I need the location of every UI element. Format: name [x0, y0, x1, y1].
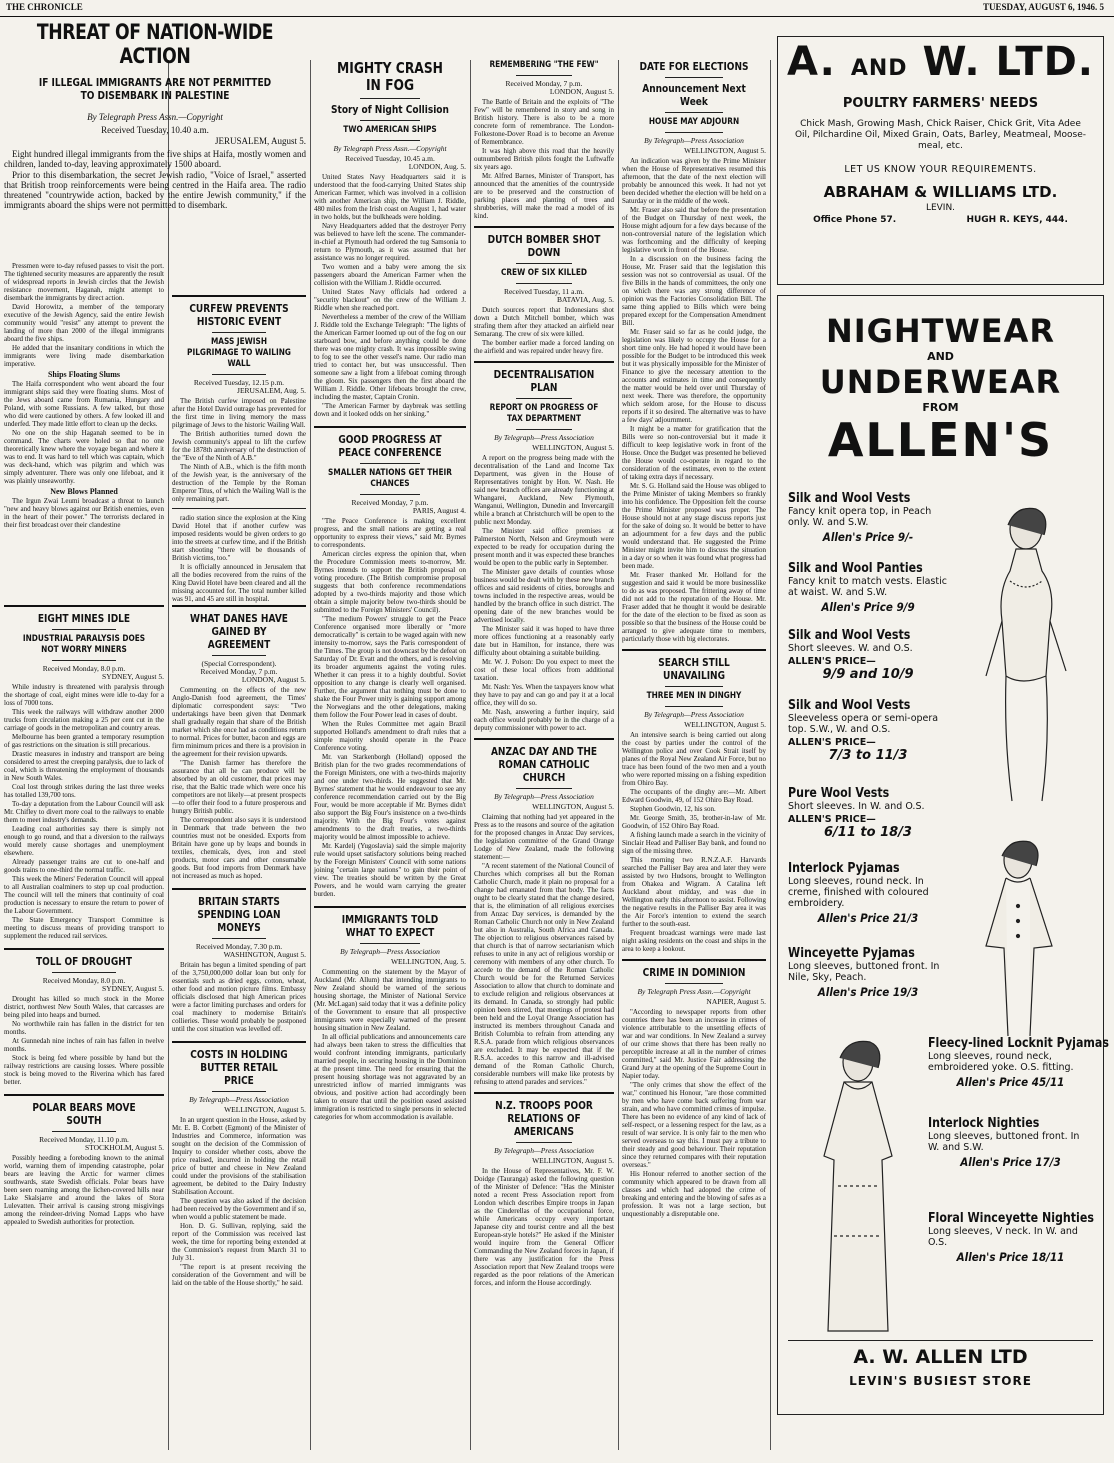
paragraph: The occupants of the dinghy are:—Mr. Albert Edward Goodwin, 49, of 152 Ohiro Bay Road.: [622, 788, 766, 804]
byline: (Special Correspondent).: [201, 659, 277, 668]
item-name: Floral Winceyette Nighties: [928, 1211, 1094, 1226]
ad-item: [788, 698, 948, 763]
headline: SEARCH STILL UNAVAILING: [658, 656, 730, 682]
paragraph: "The only crimes that show the effect of the war," continued his Honour, "are those committed by men who have come back suffering from war strain, and who have committed crimes of impulse. There has been no evidence of any kind of lack of self-respect, or a lessening respect for the law, as a result of war service. It is only fair to the men who served overseas to say this. I must pay a tribute to their steady and good behaviour. Their reputation since they returned compares with their reputation overseas.": [622, 1081, 766, 1169]
woman-in-underwear-illustration: [946, 501, 1096, 811]
paragraph: Eight hundred illegal immigrants from the five ships at Haifa, mostly women and children, landed to-day, leaving approximately 1500 aboard.: [4, 149, 306, 169]
item-name: Winceyette Pyjamas: [788, 946, 915, 961]
item-name: Silk and Wool Panties: [788, 561, 923, 576]
paragraph: "The medium Powers' struggle to get the Peace Conference organised more liberally or "more democratically" is certain to be waged again with new intensity to-morrow, says the Paris correspondent of the Times. The group is not downcast by the defeat on Saturday of Dr. Evatt and the others, and is resolving its broader arguments against the voting rules. Whether it can press it to a highly doubtful. Soviet opposition to any change is clearly well organised. Further, the argument that nothing must be done to shake the Four Power unity is gaining support among the Norwegians and the other delegations, making them follow the Four Power lead in cases of doubt.: [314, 615, 466, 719]
headline: N.Z. TROOPS POOR RELATIONS OF AMERICANS: [495, 1099, 593, 1138]
paragraph: "A recent statement of the National Council of Churches which comprises all but the Roman Catholic Church, made it plain no proposal for a change had emanated from that body. The facts ought to be clearly stated that the change desired, that is, the elimination of all religious exercises from Anzac Day services, is demanded by the Roman Catholic Church not only in New Zealand but also in Australia, South Africa and Canada. The objection to religious observances raised by that church is that of narrow sectarianism which refuses to unite in any act of religious worship or ceremony with members of any other church. To accede to the demand of the Roman Catholic Church would be for the Returned Services Association to allow that church to dominate and to exclude religion and religious observances at its demand. In Canada, so strongly had public opinion been stirred, that meetings of protest had been held and the Loyal Orange Association has instructed its members throughout Canada and British Columbia to refrain from attending any R.S.A. parade from which religious observances are excluded. It may be expected that if the R.S.A. accedes to this narrow and ill-advised demand of the Roman Catholic Church, considerable numbers will make like protests by refusing to attend parades and services.": [474, 862, 614, 1086]
item-price: Allen's Price 9/-: [822, 530, 914, 544]
ad-item: [928, 1211, 1093, 1264]
paragraph: The State Emergency Transport Committee is meeting to discuss means of providing transport to supplement the reduced rail services.: [4, 916, 164, 940]
dateline: WELLINGTON, August 5.: [532, 1156, 614, 1165]
ad-requirements: LET US KNOW YOUR REQUIREMENTS.: [844, 164, 1037, 175]
byline: By Telegraph—Press Association: [189, 1095, 289, 1104]
allens-ad: [777, 295, 1109, 1415]
paragraph: No worthwhile rain has fallen in the district for ten months.: [4, 1020, 164, 1036]
column-4: [474, 60, 614, 1450]
byline: By Telegraph Press Assn.—Copyright: [333, 144, 447, 153]
ad-title-from: FROM: [922, 401, 959, 414]
item-price: Allen's Price 18/11: [956, 1250, 1065, 1264]
headline: DATE FOR ELECTIONS: [639, 60, 749, 73]
subhead: TWO AMERICAN SHIPS: [343, 125, 437, 135]
dateline: SYDNEY, August 5.: [102, 984, 164, 993]
dateline: LONDON, August 5.: [241, 675, 306, 684]
subhead: CREW OF SIX KILLED: [500, 268, 588, 278]
item-name: Interlock Nighties: [928, 1116, 1040, 1131]
ad-title: [778, 39, 1103, 92]
dateline: WELLINGTON, August 5.: [684, 146, 766, 155]
column-rule: [470, 60, 471, 1450]
column-rule: [618, 60, 619, 1450]
received-time: Received Tuesday, 10.45 a.m.: [345, 154, 435, 163]
paragraph: Stock is being fed where possible by hand but the railway restrictions are causing losses. Where possible stock is being moved to the Riverina which has fared better.: [4, 1054, 164, 1086]
paragraph: Mr. Nash, answering a further inquiry, said each office would probably be in the charge of a deputy commissioner with power to act.: [474, 708, 614, 732]
price-range: 7/3 to 11/3: [828, 748, 908, 763]
headline: ANZAC DAY AND THE ROMAN CATHOLIC CHURCH: [490, 745, 598, 784]
paragraph: "The Danish farmer has therefore the assurance that all he can produce will be absorbed by an old customer, that prices may rise, that the Baltic trade which were once his competitors are not likely—at present prospects—to offer their food to a future prosperous and hungry British public.: [172, 759, 306, 815]
section-subhead: Ships Floating Slums: [47, 370, 121, 379]
item-name: Fleecy-lined Locknit Pyjamas: [928, 1036, 1109, 1051]
paragraph: David Horowitz, a member of the temporary executive of the Jewish Agency, said the entire Jewish community would "resist" any attempt to prevent the landing of more than 2000 of the illegal immigrants aboard the five ships.: [4, 303, 164, 343]
paragraph: It was high above this road that the heavily outnumbered British pilots fought the Luftwaffe six years ago.: [474, 147, 614, 171]
headline: DUTCH BOMBER SHOT DOWN: [487, 233, 601, 259]
subhead: Announcement Next Week: [642, 82, 746, 108]
paragraph: The British curfew imposed on Palestine after the Hotel David outrage has prevented for the first time in living memory the mass pilgrimage of Jews to the historic Wailing Wall.: [172, 397, 306, 429]
received-time: Received Monday, 7 p.m.: [200, 667, 278, 676]
paragraph: Mr. Fraser said so far as he could judge, the legislation was likely to occupy the House for a short time only. He had hoped it would have been possible for the Budget to be introduced this week but it was physically impossible for the Minister of Finance to give the necessary attention to the accounts and estimates in time and consequently the matter would be held over until Thursday of next week. There was therefore, the opportunity which seldom arose, for the House to discuss reports if it so desired. The alternative was to have a few days' adjournment.: [622, 328, 766, 424]
item-desc: Fancy knit opera top, in Peach only. W. and S.W.: [788, 506, 932, 528]
column-rule: [770, 60, 771, 1450]
paragraph: Coal lost through strikes during the last three weeks has totalled 139,700 tons.: [4, 783, 164, 799]
headline: POLAR BEARS MOVE SOUTH: [32, 1101, 136, 1127]
section-subhead: New Blows Planned: [50, 487, 118, 496]
ad-title-a: A.: [786, 39, 836, 85]
office-phone: Office Phone 57.: [813, 215, 897, 225]
headline: IMMIGRANTS TOLD WHAT TO EXPECT: [341, 913, 439, 939]
headline: COSTS IN HOLDING BUTTER RETAIL PRICE: [190, 1048, 288, 1087]
headline: TOLL OF DROUGHT: [36, 955, 132, 968]
paragraph: Commenting on the effects of the new Anglo-Danish food agreement, the Times' diplomatic correspondent says: "Two undertakings have been given that Denmark shall gradually regain that share of the British market which she once had as conditions return to normal. Prices for butter, bacon and eggs are firm minimum prices and there is a provision in the agreement for their revision upwards.: [172, 686, 306, 758]
item-name: Pure Wool Vests: [788, 786, 890, 801]
paragraph: The correspondent also says it is understood in Denmark that trade between the two countries must not be onesided. Exports from Britain have gone up by leaps and bounds in textiles, chemicals, dyes, iron and steel products, motor cars and other consumable goods. But food imports from Denmark have not increased as much as hoped.: [172, 816, 306, 880]
item-name: Interlock Pyjamas: [788, 861, 900, 876]
paragraph: An indication was given by the Prime Minister when the House of Representatives resumed this afternoon, that the date of the next election will probably be announced this week. It had not yet been decided whether the election will be held on a Saturday or in the middle of the week.: [622, 157, 766, 205]
paragraph: "The Peace Conference is making excellent progress, and the small nations are getting a real opportunity to express their views," said Mr. Byrnes to correspondents.: [314, 517, 466, 549]
headline: BRITAIN STARTS SPENDING LOAN MONEYS: [197, 895, 281, 934]
item-desc: Long sleeves, buttoned front. In Nile, Sky, Peach.: [788, 961, 940, 983]
paragraph: Mr. Fraser thanked Mr. Holland for the suggestion and said it would be more businesslike to do as was proposed. The frittering away of time did not add to the reputation of the House. Mr. Fraser added that he thought it would be desirable for the date of the election to be fixed as soon as possible so that the business of the House could be arranged to give adequate time to members, particularly those with big electorates.: [622, 571, 766, 643]
paragraph: Drought has killed so much stock in the Moree district, northwest New South Wales, that carcasses are being piled into heaps and burned.: [4, 995, 164, 1019]
lead-subhead: IF ILLEGAL IMMIGRANTS ARE NOT PERMITTED TO DISEMBARK IN PALESTINE: [38, 76, 272, 102]
paragraph: Commenting on the statement by the Mayor of Auckland (Mr. Allum) that intending immigrants to New Zealand should be warned of the serious housing shortage, the Minister of National Service (Mr. McLagan) said today that it was a definite policy of the Government to ensure that all prospective immigrants were especially warned of the present housing situation in New Zealand.: [314, 968, 466, 1032]
dateline: LONDON, August 5.: [549, 87, 614, 96]
ad-item: [928, 1116, 1093, 1169]
paragraph: Mr. George Smith, 35, brother-in-law of Mr. Goodwin, of 152 Ohiro Bay Road.: [622, 814, 766, 830]
item-desc: Short sleeves. In W. and O.S.: [788, 801, 925, 812]
byline: By Telegraph—Press Association: [340, 947, 440, 956]
paragraph: The bomber earlier made a forced landing on the airfield and was repaired under heavy fire.: [474, 339, 614, 355]
headline: CURFEW PREVENTS HISTORIC EVENT: [189, 302, 289, 328]
paragraph: A report on the progress being made with the decentralisation of the Land and Income Tax Department, was given in the House of Representatives tonight by Hon. W. Nash. He said new branch offices are already functioning at Whangarei, Auckland, New Plymouth, Wanganui, Wellington, Dunedin and Invercargill while a branch at Christchurch will be open to the public next Monday.: [474, 454, 614, 526]
paragraph: "According to newspaper reports from other countries there has been an increase in crimes of violence attributable to the unsettling effects of war and war conditions. In New Zealand a survey of our crime shows that there has been really no perceptible increase at all in the number of crimes committed," said Mr. Justice Fair addressing the Grand Jury at the opening of the Supreme Court in Napier today.: [622, 1008, 766, 1080]
paragraph: While industry is threatened with paralysis through the shortage of coal, eight mines were idle to-day for a loss of 7000 tons.: [4, 683, 164, 707]
paragraph: Hon. D. G. Sullivan, replying, said the report of the Commission was received last week, the time for reporting being extended at the Commission's request from March 31 to July 31.: [172, 1222, 306, 1262]
price-range: 9/9 and 10/9: [822, 667, 914, 682]
paragraph: Mr. Kardelj (Yugoslavia) said the simple majority rule would upset satisfactory solutions being reached by the Foreign Ministers' Council with some nations joining "certain large nations" to gain their point of view. The treaties should be written by the Great Powers, and he would warn carrying the greater burden.: [314, 842, 466, 898]
byline: By Telegraph—Press Association: [494, 792, 594, 801]
headline: EIGHT MINES IDLE: [37, 612, 131, 625]
price-range: 6/11 to 18/3: [824, 825, 912, 840]
ad-phones: [778, 215, 1103, 225]
item-desc: Long sleeves, round neck. In creme, finished with coloured embroidery.: [788, 876, 929, 909]
item-price: Allen's Price 21/3: [817, 911, 919, 925]
dateline: WELLINGTON, Aug. 5.: [390, 957, 466, 966]
subhead: THREE MEN IN DINGHY: [646, 691, 742, 701]
subhead: HOUSE MAY ADJOURN: [648, 117, 740, 127]
headline: REMEMBERING "THE FEW": [489, 60, 599, 70]
item-desc: Fancy knit to match vests. Elastic at waist. W. and S.W.: [788, 576, 947, 598]
received-time: Received Tuesday, 10.40 a.m.: [101, 125, 209, 135]
received-time: Received Tuesday, 11 a.m.: [503, 287, 585, 296]
paragraph: To-day a deputation from the Labour Council will ask Mr. Chifley to divert more coal to the railways to enable them to meet industry's demands.: [4, 800, 164, 824]
lead-continuation: [4, 262, 164, 592]
received-time: Received Tuesday, 12.15 p.m.: [193, 378, 285, 387]
item-name: Silk and Wool Vests: [788, 698, 911, 713]
manager-phone: HUGH R. KEYS, 444.: [966, 215, 1068, 225]
paragraph: Britain has begun a limited spending of part of the 3,750,000,000 dollar loan but only for essentials such as dried eggs, cotton, wheat, other food and motion picture films. Embassy officials disclosed that high American prices were a factor limiting purchases and orders for coal machinery to modernise Britain's collieries. These would probably be postponed until the cost situation was levelled off.: [172, 961, 306, 1033]
abraham-williams-ad: [777, 36, 1104, 285]
ad-item: [788, 786, 948, 840]
paragraph: His Honour referred to another section of the community which appeared to be drawn from all classes and which had adopted the crime of breaking and entering and the blowing of safes as a profession. It was not a large section, but unquestionably a disreputable one.: [622, 1170, 766, 1218]
ad-title-allens: ALLEN'S: [827, 413, 1054, 467]
item-price: Allen's Price 19/3: [817, 985, 919, 999]
paragraph: Already passenger trains are cut to one-half and goods trains to one-third the normal traffic.: [4, 858, 164, 874]
paragraph: Mr. W. J. Polson: Do you expect to meet the cost of these local offices from additional taxation.: [474, 658, 614, 682]
paragraph: Melbourne has been granted a temporary resumption of gas restrictions on the situation is still precarious.: [4, 733, 164, 749]
paragraph: "The American Farmer by daybreak was settling down and it looked odds on her sinking.": [314, 402, 466, 418]
paragraph: Pressmen were to-day refused passes to visit the port. The tightened security measures are apparently the result of widespread reports in Jewish circles that the Jewish resistance movement, Haganah, might attempt to disembark the immigrants by direct action.: [4, 262, 164, 302]
subhead: REPORT ON PROGRESS OF TAX DEPARTMENT: [489, 403, 599, 424]
paragraph: Nevertheless a member of the crew of the William J. Riddle told the Exchange Telegraph: "The lights of the American Farmer loomed up out of the fog on our starboard bow, and before anything could be done there was one mighty crash. It was impossible swing to fog to see the other vessel's name. Our radio man tried to contact her, but was unsuccessful. Then someone saw a light from a lifeboat coming through the gloom. Six passengers then the first aboard the William J. Riddle. Other lifeboats brought the crew, including the master, Captain Cronin.: [314, 313, 466, 401]
byline: By Telegraph—Press Association: [644, 136, 744, 145]
paragraph: "The report is at present receiving the consideration of the Government and will be laid on the table of the House shortly," he said.: [172, 1263, 306, 1287]
paragraph: radio station since the explosion at the King David Hotel that if another curfew was imposed residents would be given orders to go into the streets at curfew time, and if the British start shooting "there will be thousands of British victims, too.": [172, 514, 306, 562]
dateline: WELLINGTON, August 5.: [224, 1105, 306, 1114]
paragraph: Mr. Nash: Yes. When the taxpayers know what they have to pay and can go and pay it at a local office, they will do so.: [474, 683, 614, 707]
paragraph: The Ninth of A.B., which is the fifth month of the Jewish year, is the anniversary of the destruction of the Temple by the Roman Emperor Titus, of which the Wailing Wall is the only remaining part.: [172, 463, 306, 503]
paragraph: Two women and a baby were among the six passengers aboard the American Farmer when the collision with the William J. Riddle occurred.: [314, 263, 466, 287]
byline: By Telegraph Press Assn.—Copyright: [637, 987, 751, 996]
received-time: Received Monday, 11.10 p.m.: [39, 1135, 129, 1144]
paragraph: Navy Headquarters added that the destroyer Perry was believed to have left the scene. The commander-in-chief at Plymouth had ordered the tug Samsonia to return to Plymouth, as it was assumed that her assistance was no longer required.: [314, 222, 466, 262]
paragraph: Mr. Fraser also said that before the presentation of the Budget on Thursday of next week, the House might adjourn for a few days because of the non-controversial nature of the legislation which was forthcoming and the difficulty of keeping legislative work in front of the House.: [622, 206, 766, 254]
subhead: SMALLER NATIONS GET THEIR CHANCES: [328, 468, 452, 489]
paragraph: Drastic measures in industry and transport are being considered to arrest the creeping paralysis, due to lack of coal, which is threatening the employment of thousands in New South Wales.: [4, 750, 164, 782]
paragraph: American circles express the opinion that, when the Procedure Commission meets to-morrow, Mr. Byrnes intends to support the British proposal on voting procedure. (The British compromise proposal suggests that both conference recommendations adopted by a two-thirds majority and those which obtain a simple majority below two-thirds should be submitted to the Foreign Ministers' Council).: [314, 550, 466, 614]
store-tagline: LEVIN'S BUSIEST STORE: [849, 1374, 1032, 1388]
received-time: Received Monday, 7 p.m.: [351, 498, 429, 507]
item-price: Allen's Price 45/11: [956, 1075, 1065, 1089]
headline: CRIME IN DOMINION: [642, 966, 746, 979]
paragraph: Frequent broadcast warnings were made last night asking residents on the coast and ships in the area to keep a lookout.: [622, 929, 766, 953]
paragraph: This morning two R.N.Z.A.F. Harvards searched the Palliser Bay area and later they were assisted by two Hudsons, brought to Wellington from Ohakea and Wigram. A Catalina left Auckland about midday, and was due in Wellington early this afternoon to assist. Following the negative results in the Palliser Bay area it was the Air Force's intention to extend the search further to the south-east.: [622, 856, 766, 928]
ad-needs: POULTRY FARMERS' NEEDS: [842, 96, 1039, 111]
ad-item: [788, 628, 948, 682]
ad-title-and: AND: [927, 350, 954, 363]
subhead: INDUSTRIAL PARALYSIS DOES NOT WORRY MINERS: [22, 634, 146, 655]
ad-item: [788, 561, 948, 614]
paragraph: In all official publications and announcements care had always been taken to stress the difficulties that would confront intending immigrants, particularly married people, in securing housing in the Dominion at the present time. The need for ensuring that the present housing shortage was not aggravated by an unrestricted inflow of married immigrants was obvious, and positive action had accordingly been taken to ensure that until the position eased assisted immigration is restricted to single persons in selected categories for whom accommodation is available.: [314, 1033, 466, 1121]
received-time: Received Monday, 7.30 p.m.: [195, 942, 283, 951]
paragraph: Mr. Alfred Barnes, Minister of Transport, has announced that the amenities of the countryside are to be preserved and the construction of parking places and planting of trees and shrubberies, will make the road a model of its kind.: [474, 172, 614, 220]
item-desc: Short sleeves. W. and O.S.: [788, 643, 913, 654]
paragraph: United States Navy Headquarters said it is understood that the food-carrying United States ship American Farmer, which was involved in a collision with another American ship, the William J. Riddle, 480 miles from the Irish coast on August 1, had water in two holds, but the bulkheads were holding.: [314, 173, 466, 221]
footer-rule: [788, 1340, 1093, 1341]
item-desc: Sleeveless opera or semi-opera top. S.W., W. and O.S.: [788, 713, 939, 735]
dateline: WELLINGTON, August 5.: [532, 443, 614, 452]
received-time: Received Monday, 7 p.m.: [505, 79, 583, 88]
paragraph: He added that the insanitary conditions in which the immigrants were living made disembarkation imperative.: [4, 344, 164, 368]
column-3: [314, 60, 466, 1450]
dateline: WASHINGTON, August 5.: [223, 950, 306, 959]
paper-name: THE CHRONICLE: [6, 2, 83, 12]
dateline: WELLINGTON, August 5.: [684, 720, 766, 729]
paragraph: Prior to this disembarkation, the secret Jewish radio, "Voice of Israel," asserted that British troop reinforcements were being centred in the Haifa area. The radio threatened "countrywide action, backed by the entire Jewish community," if the immigrants aboard the ships were not permitted to disembark.: [4, 170, 306, 210]
paragraph: The Minister gave details of counties whose business would be dealt with by these new branch offices and said residents of cities, boroughs and towns included in the respective areas, would be handled by the branch office in such district. The opening date of the new branches would be advertised locally.: [474, 568, 614, 624]
dateline: LONDON, Aug. 5.: [408, 162, 466, 171]
lead-article: [4, 20, 306, 300]
subhead: Story of Night Collision: [331, 103, 449, 116]
paragraph: Possibly heeding a foreboding known to the animal world, warning them of impending catastrophe, polar bears are leaving the Arctic for warmer climes southwards, state Swedish officials. Polar bears have been seen roaming among the lichen-covered hills near Lake Skalsjarre and around the lakes of Stora Lulevatten. Their arrival is causing strong misgivings among the reindeer-driving Nomad Lapps who have appealed to Swedish authorities for protection.: [4, 1154, 164, 1226]
ad-title-nightwear: NIGHTWEAR: [825, 312, 1056, 350]
paragraph: Leading coal authorities say there is simply not enough to go round, and that a diversion to the railways would merely cause shortages and unemployment elsewhere.: [4, 825, 164, 857]
ad-title-and: AND: [850, 56, 908, 81]
item-price: Allen's Price 17/3: [960, 1155, 1061, 1169]
dateline: SYDNEY, August 5.: [102, 672, 164, 681]
headline: DECENTRALISATION PLAN: [493, 368, 595, 394]
paragraph: In the House of Representatives, Mr. F. W. Doidge (Tauranga) asked the following question of the Minister of Defence: "Has the Minister noted a recent Press Association report from London which describes Empire troops in Japan as the Cinderellas of the occupational force, while Americans occupy every important Japanese city and tourist centre and all the best European-style hotels?" He asked if the Minister would inquire from the General Officer Commanding the New Zealand forces in Japan, if there was any justification for the Press Association report that New Zealand troops were regarded as the poor relations of the American forces, and inform the House accordingly.: [474, 1167, 614, 1287]
paragraph: In a discussion on the business facing the House, Mr. Fraser said that the legislation this session was not so controversial as usual. Of the five Bills in the hands of committees, the only one on which there was any strong difference of opinion was the Factories Consolidation Bill. The same thing applied to Bills which were being prepared except for the Compensation Amendment Bill.: [622, 255, 766, 327]
paragraph: It might be a matter for gratification that the Bills were so non-controversial but it made it difficult to keep legislative work in front of the House. Once the Budget was presented he believed the House would co-operate in regard to the consideration of the estimates, even to the extent of taking extra days if necessary.: [622, 425, 766, 481]
paragraph: This week the railways will withdraw another 2000 trucks from circulation making a 25 per cent cut in the carriage of goods in the metropolitan and country areas.: [4, 708, 164, 732]
ad-item: [788, 491, 948, 544]
dateline: BATAVIA, Aug. 5.: [557, 295, 614, 304]
paragraph: The Irgun Zwai Leumi broadcast a threat to launch "new and heavy blows against our British enemies, even in the heart of their power." The terrorists declared in their first broadcast over their clandestine: [4, 497, 164, 529]
paragraph: The Minister said office premises at Palmerston North, Nelson and Greymouth were expected to be ready for occupation during the present month and it was expected these branches would be open to the public early in September.: [474, 527, 614, 567]
column-1-lower: [4, 600, 164, 1450]
received-time: Received Monday, 8.0 p.m.: [42, 976, 126, 985]
paragraph: In an urgent question in the House, asked by Mr. E. B. Corbett (Egmont) of the Minister of Industries and Commerce, information was sought on the decision of the Commission of Inquiry to consider whether costs, above the price realised, incurred in holding the retail price of butter and cheese in New Zealand could under the provisions of the stabilisation agreement, be debited to the Dairy Industry Stabilisation Account.: [172, 1116, 306, 1196]
dateline: STOCKHOLM, August 5.: [84, 1143, 164, 1152]
headline: MIGHTY CRASH IN FOG: [337, 59, 443, 94]
headline: GOOD PROGRESS AT PEACE CONFERENCE: [338, 433, 442, 459]
column-rule: [310, 60, 311, 1450]
paragraph: An intensive search is being carried out along the coast by parties under the control of the Wellington police and over Cook Strait itself by planes of the Royal New Zealand Air Force, but no trace has been found of the two men and a youth who were reported missing on a fishing expedition from Ohiro Bay.: [622, 731, 766, 787]
item-desc: Long sleeves, V neck. In W. and O.S.: [928, 1226, 1078, 1248]
item-desc: Long sleeves, round neck, embroidered yoke. O.S. fitting.: [928, 1051, 1074, 1073]
paragraph: The British authorities turned down the Jewish community's appeal to lift the curfew for the 1878th anniversary of the destruction of the "Eve of the Ninth of A.B.": [172, 430, 306, 462]
price-label: ALLEN'S PRICE—: [788, 814, 876, 825]
ad-item: [788, 861, 948, 925]
paragraph: The Haifa correspondent who went aboard the four immigrant ships said they were floating slums. Most of the Jews aboard came from Rumania, Hungary and Poland, with some Russians. A few talked, but those who did were cautioned by others. A few looked ill and underfed. They made little effort to clean up the decks.: [4, 380, 164, 428]
issue-date: TUESDAY, AUGUST 6, 1946. 5: [983, 2, 1104, 12]
paragraph: Mr. van Starkenborgh (Holland) opposed the British plan for the two grades recommendations of the Foreign Ministers, one with a two-thirds majority and one under two-thirds. He suggested that Mr. Byrnes' statement that he would endeavour to see any conference recommendation carried out by the Big Four, would be more acceptable if Mr. Byrnes didn't also support the Big Four's insistence on a two-thirds majority. With the Big Four's votes against amendments to the draft treaties, a two-thirds majority would be almost impossible to achieve.: [314, 753, 466, 841]
ad-title-w: W.: [922, 39, 981, 85]
item-name: Silk and Wool Vests: [788, 628, 911, 643]
curfew-article: [172, 290, 306, 603]
subhead: MASS JEWISH PILGRIMAGE TO WAILING WALL: [187, 337, 291, 369]
ad-item: [788, 946, 948, 999]
byline: By Telegraph—Press Association: [494, 433, 594, 442]
item-price: Allen's Price 9/9: [821, 600, 915, 614]
paragraph: United States Navy officials had ordered a "security blackout" on the crew of the William J. Riddle when she reached port.: [314, 288, 466, 312]
byline: By Telegraph—Press Association: [644, 710, 744, 719]
paragraph: Mr. S. G. Holland said the House was obliged to the Prime Minister of taking Members so frankly into his confidence. The Opposition felt the course the Prime Minister proposed was proper. The House should not at any stage discuss reports just for the sake of doing so. It would be better to have an adjournment for a few days and the public would understand that. He suggested the Prime Minister might invite him to discuss the situation in a day or so when it was found what progress had been made.: [622, 482, 766, 570]
dateline: PARIS, August 4.: [412, 506, 466, 515]
byline: By Telegraph Press Assn.—Copyright: [87, 112, 223, 122]
paragraph: At Gunnedah nine inches of rain has fallen in twelve months.: [4, 1037, 164, 1053]
paragraph: The Battle of Britain and the exploits of "The Few" will be remembered in story and song in British history. There is also to be a more concrete form of remembrance. The London-Folkestone-Dover Road is to become an Avenue of Remembrance.: [474, 98, 614, 146]
paragraph: The question was also asked if the decision had been received by the Government and if so, when would a public statement be made.: [172, 1197, 306, 1221]
dateline: WELLINGTON, August 5.: [532, 802, 614, 811]
paragraph: It is officially announced in Jerusalem that all the bodies recovered from the ruins of the King David Hotel have been cleared and all the missing accounted for. The total number killed was 91, and 45 are still in hospital.: [172, 563, 306, 603]
dateline: JERUSALEM, August 5.: [214, 136, 306, 146]
lead-headline: THREAT OF NATION-WIDE ACTION: [36, 20, 274, 68]
column-5: [622, 60, 766, 1450]
byline: By Telegraph—Press Association: [494, 1146, 594, 1155]
received-time: Received Monday, 8.0 p.m.: [42, 664, 126, 673]
dateline: NAPIER, August 5.: [706, 997, 766, 1006]
paragraph: This week the Miners' Federation Council will appeal to all Australian coalminers to step up coal production. The council will tell the miners that continuity of coal production is necessary to ensure the return to power of the Labour Government.: [4, 875, 164, 915]
paragraph: No one on the ship Haganah seemed to be in command. The charts were holed so that no one theoretically knew where the voyage began and where it was to end. It was hard to tell which was captain, which was deck-hand, which was pilgrim and which was simply adventurer. There was only one lifeboat, and it was plainly unseaworthy.: [4, 429, 164, 485]
ad-item: [928, 1036, 1109, 1089]
ad-firm: ABRAHAM & WILLIAMS LTD.: [823, 183, 1058, 201]
ad-title-underwear: UNDERWEAR: [819, 363, 1062, 401]
paragraph: The Minister said it was hoped to have three more offices functioning at a reasonably early date but in Hamilton, for instance, there was difficulty about obtaining a suitable building.: [474, 625, 614, 657]
masthead: [0, 0, 1114, 17]
dateline: JERUSALEM, Aug. 5.: [237, 386, 306, 395]
price-label: ALLEN'S PRICE—: [788, 737, 876, 748]
ad-town: LEVIN.: [925, 203, 956, 213]
paragraph: Dutch sources report that Indonesians shot down a Dutch Mitchell bomber, which was strafing them after they attacked an airfield near Semarang. The crew of six were killed.: [474, 306, 614, 338]
paragraph: Claiming that nothing had yet appeared in the Press as to the reasons and source of the agitation for the proposed changes in Anzac Day services, the legislation committee of the Grand Orange Lodge of New Zealand, made the following statement:—: [474, 813, 614, 861]
paragraph: When the Rules Committee met again Brazil supported Holland's amendment to draft rules that a simple majority should operate in the Peace Conference voting.: [314, 720, 466, 752]
woman-in-pyjamas-illustration: [948, 836, 1088, 1036]
store-name: A. W. ALLEN LTD: [853, 1346, 1028, 1368]
column-2-lower: [172, 600, 306, 1450]
item-name: Silk and Wool Vests: [788, 491, 911, 506]
woman-in-nightie-illustration: [788, 1036, 928, 1336]
ad-title-ltd: LTD.: [995, 39, 1095, 85]
price-label: ALLEN'S PRICE—: [788, 656, 876, 667]
item-desc: Long sleeves, buttoned front. In W. and S.W.: [928, 1131, 1080, 1153]
paragraph: A fishing launch made a search in the vicinity of Sinclair Head and Palliser Bay bank, and found no sign of the missing three.: [622, 831, 766, 855]
paragraph: Stephen Goodwin, 12, his son.: [630, 805, 716, 813]
headline: WHAT DANES HAVE GAINED BY AGREEMENT: [190, 612, 288, 651]
ad-products: Chick Mash, Growing Mash, Chick Raiser, Chick Grit, Vita Adee Oil, Pilchardine Oil, Mixed Grain, Oats, Barley, Meatmeal, Moose-meal, etc.: [794, 119, 1087, 151]
